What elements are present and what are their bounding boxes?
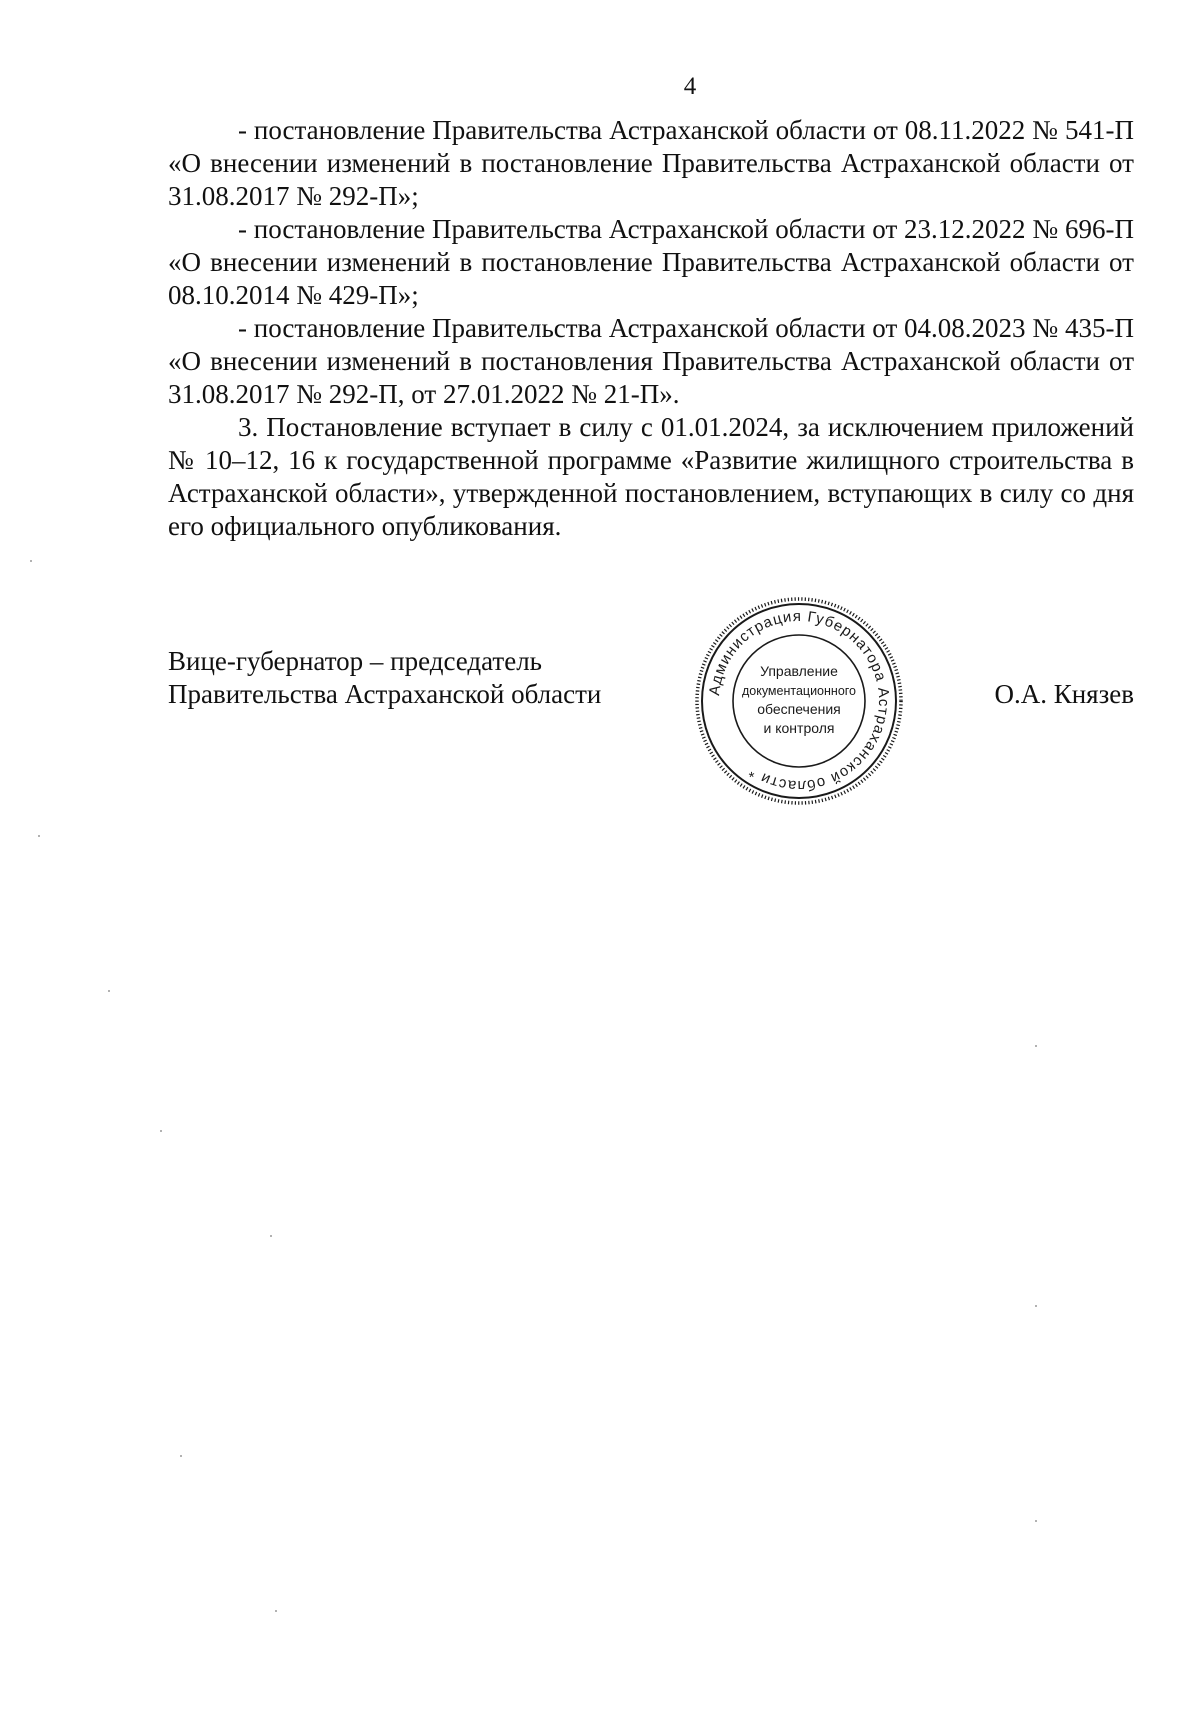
scan-speck [1035, 1520, 1037, 1522]
paragraph-effective-date: 3. Постановление вступает в силу с 01.01.2024, за исключением приложений № 10–12, 16 к государственной программе «Развитие жилищного строительства в Астраханской области», утвержденной постановлением, вступающих в силу со дня его официального опубликования. [168, 412, 1134, 541]
signature-block [168, 612, 1134, 772]
paragraph-amendment-435: - постановление Правительства Астраханской области от 04.08.2023 № 435-П «О внесении изменений в постановления Правительства Астраханской области от 31.08.2017 № 292-П, от 27.01.2022 № 21-П». [168, 313, 1134, 409]
signatory-title-line-1: Вице-губернатор – председатель [168, 646, 542, 676]
paragraph-amendment-541: - постановление Правительства Астраханской области от 08.11.2022 № 541-П «О внесении изменений в постановление Правительства Астраханской области от 31.08.2017 № 292-П»; [168, 115, 1134, 211]
official-stamp [694, 596, 904, 806]
scan-speck [38, 835, 40, 837]
stamp-center-line-1: Управление [760, 663, 838, 679]
scan-speck [275, 1610, 277, 1612]
scan-speck [30, 560, 32, 562]
stamp-center-line-4: и контроля [763, 720, 835, 736]
stamp-seal-icon [694, 596, 904, 806]
stamp-center-line-3: обеспечения [757, 701, 841, 717]
scan-speck [160, 1130, 162, 1132]
scan-speck [108, 990, 110, 992]
signatory-title-line-2: Правительства Астраханской области [168, 679, 602, 709]
scan-speck [180, 1455, 182, 1457]
paragraph-amendment-696: - постановление Правительства Астраханской области от 23.12.2022 № 696-П «О внесении изменений в постановление Правительства Астраханской области от 08.10.2014 № 429-П»; [168, 214, 1134, 310]
scan-speck [1035, 1305, 1037, 1307]
stamp-center-line-2: документационного [741, 684, 857, 698]
document-body [168, 114, 1134, 543]
signatory-name: О.А. Князев [994, 679, 1134, 709]
signatory-title [168, 645, 601, 711]
stamp-ring-textpath: Администрация Губернатора Астраханской области * [706, 607, 893, 795]
scan-speck [270, 1235, 272, 1237]
scan-speck [1035, 1045, 1037, 1047]
page-number: 4 [683, 73, 697, 100]
